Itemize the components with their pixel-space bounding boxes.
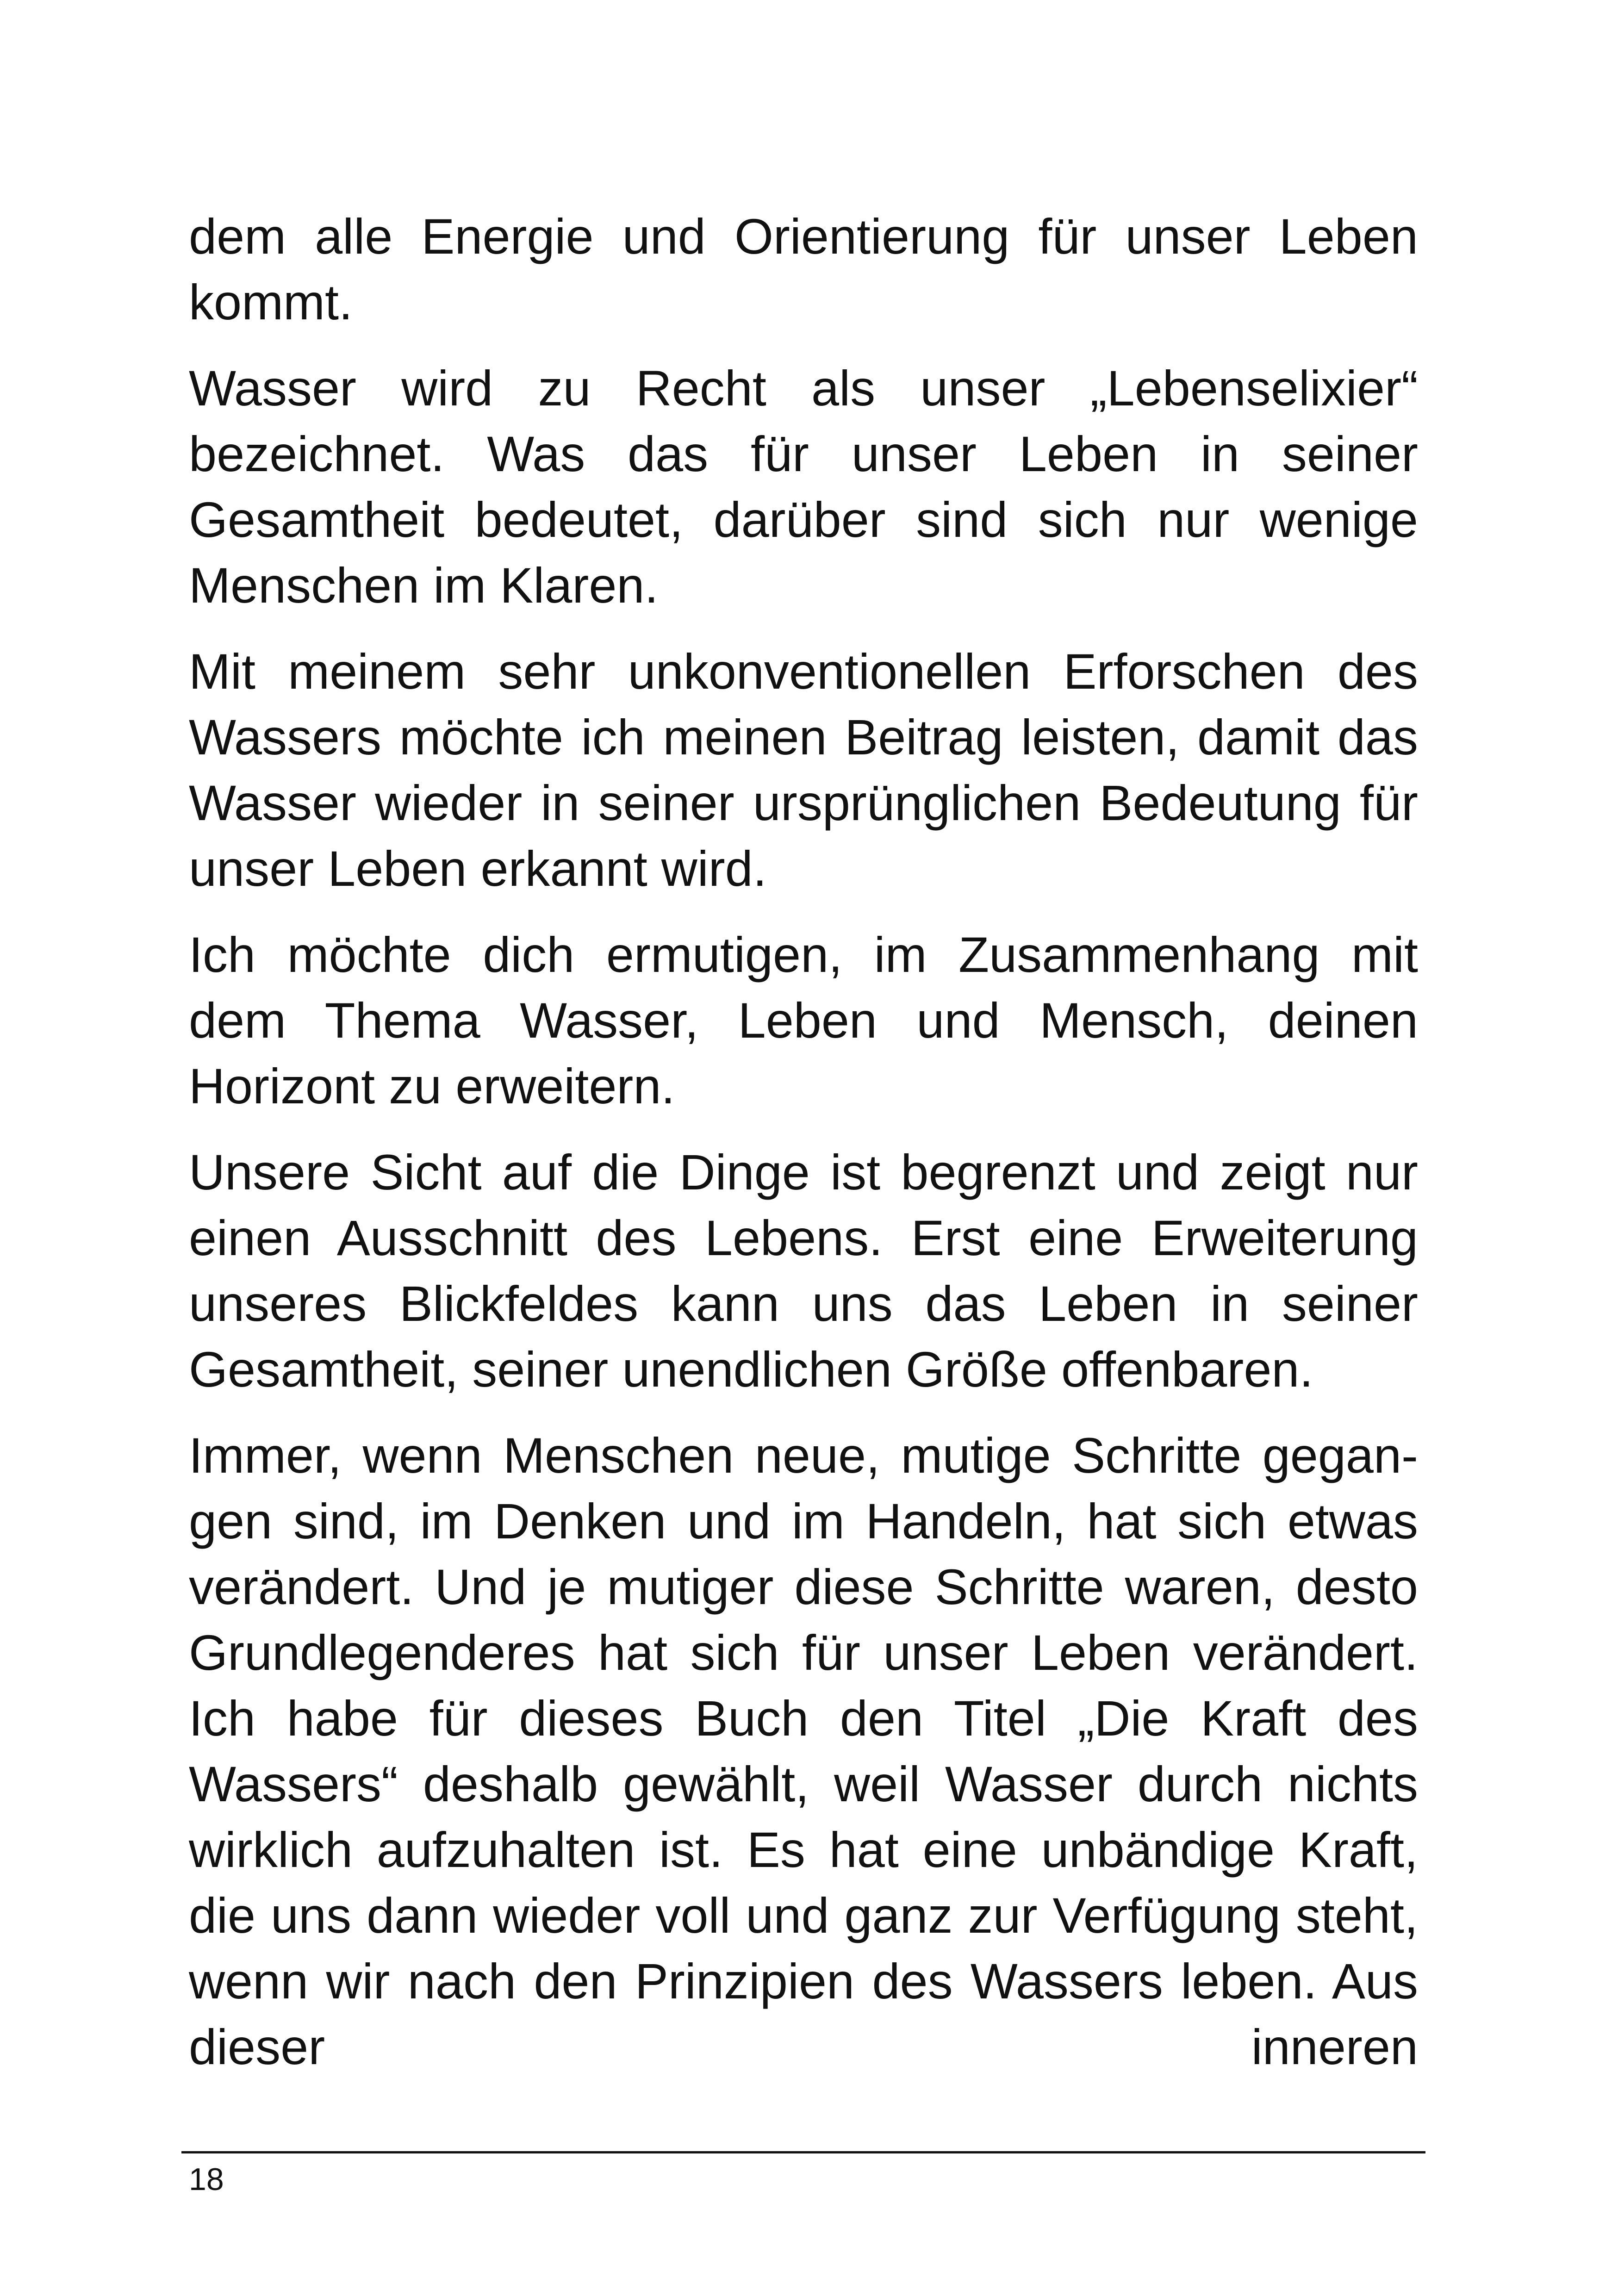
paragraph: dem alle Energie und Orientierung für unser Leben kommt. (189, 208, 1418, 330)
paragraph: Unsere Sicht auf die Dinge ist begrenzt und zeigt nur einen Ausschnitt des Lebens. Erst eine Erweiterung unseres Blickfeldes kann uns das Leben in seiner Gesamtheit, seiner unendlichen Größe offenbaren. (189, 1144, 1418, 1397)
page-number: 18 (189, 2162, 224, 2197)
paragraph: Mit meinem sehr unkonventionellen Erforschen des Wassers möchte ich meinen Beitrag leisten, damit das Wasser wieder in seiner ursprünglichen Bedeutung für unser Leben erkannt wird. (189, 643, 1418, 896)
body-text (189, 204, 1418, 2100)
paragraph: Ich möchte dich ermutigen, im Zusammenhang mit dem Thema Wasser, Leben und Mensch, deinen Horizont zu erweitern. (189, 927, 1418, 1114)
paragraph: Wasser wird zu Recht als unser „Lebenselixier“ bezeichnet. Was das für unser Leben in seiner Gesamtheit bedeutet, darüber sind sich nur wenige Menschen im Klaren. (189, 360, 1418, 613)
paragraph: Immer, wenn Menschen neue, mutige Schritte gegangen sind, im Denken und im Handeln, hat sich etwas verändert. Und je mutiger diese Schritte waren, desto Grundlegenderes hat sich für unser Leben verändert. Ich habe für dieses Buch den Titel „Die Kraft des Wassers“ deshalb gewählt, weil Wasser durch nichts wirklich aufzuhalten ist. Es hat eine unbändige Kraft, die uns dann wieder voll und ganz zur Verfügung steht, wenn wir nach den Prinzipien des Wassers leben. Aus dieser inneren (189, 1427, 1418, 2075)
footer-divider (181, 2151, 1425, 2153)
